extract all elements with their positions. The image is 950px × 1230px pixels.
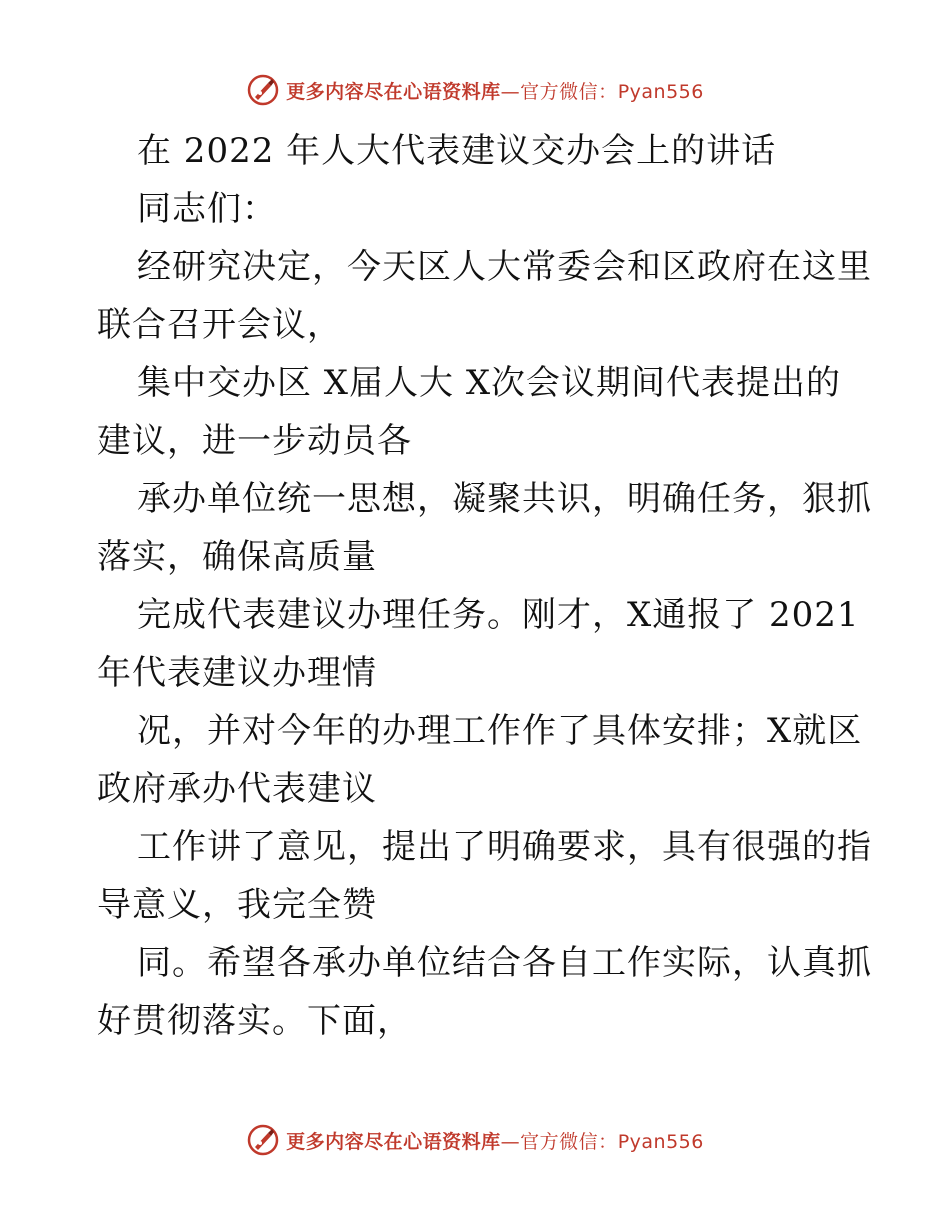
paragraph-line: 承办单位统一思想，凝聚共识，明确任务，狠抓 <box>137 479 872 519</box>
paragraph-line: 联合召开会议， <box>97 305 342 345</box>
document-body <box>97 122 872 1050</box>
paragraph-line: 工作讲了意见，提出了明确要求，具有很强的指 <box>137 827 872 867</box>
header-wechat-label: 官方微信： <box>520 80 618 103</box>
header-banner <box>0 70 950 110</box>
header-banner-text <box>286 77 704 104</box>
footer-banner <box>0 1120 950 1160</box>
salutation: 同志们： <box>137 189 277 229</box>
footer-dash: — <box>500 1130 521 1153</box>
pen-circle-logo-icon <box>246 1123 280 1157</box>
footer-wechat-id: Pyan556 <box>617 1130 704 1153</box>
paragraph-line: 年代表建议办理情 <box>97 653 377 693</box>
paragraph-line: 政府承办代表建议 <box>97 769 377 809</box>
header-wechat-id: Pyan556 <box>617 80 704 103</box>
footer-banner-text <box>286 1127 704 1154</box>
paragraph-line: 况，并对今年的办理工作作了具体安排；X就区 <box>137 711 863 751</box>
document-title: 在 2022 年人大代表建议交办会上的讲话 <box>137 131 777 171</box>
header-dash: — <box>500 80 521 103</box>
pen-circle-logo-icon <box>246 73 280 107</box>
paragraph-line: 经研究决定，今天区人大常委会和区政府在这里 <box>137 247 872 287</box>
paragraph-line: 导意义，我完全赞 <box>97 885 377 925</box>
paragraph-line: 落实，确保高质量 <box>97 537 377 577</box>
footer-wechat-label: 官方微信： <box>520 1130 618 1153</box>
paragraph-line: 建议，进一步动员各 <box>97 421 412 461</box>
paragraph-line: 完成代表建议办理任务。刚才，X通报了 2021 <box>137 595 860 635</box>
paragraph-line: 集中交办区 X届人大 X次会议期间代表提出的 <box>137 363 842 403</box>
footer-brand: 更多内容尽在心语资料库 <box>286 1130 501 1153</box>
header-brand: 更多内容尽在心语资料库 <box>286 80 501 103</box>
paragraph-line: 同。希望各承办单位结合各自工作实际，认真抓 <box>137 943 872 983</box>
paragraph-line: 好贯彻落实。下面， <box>97 1001 412 1041</box>
